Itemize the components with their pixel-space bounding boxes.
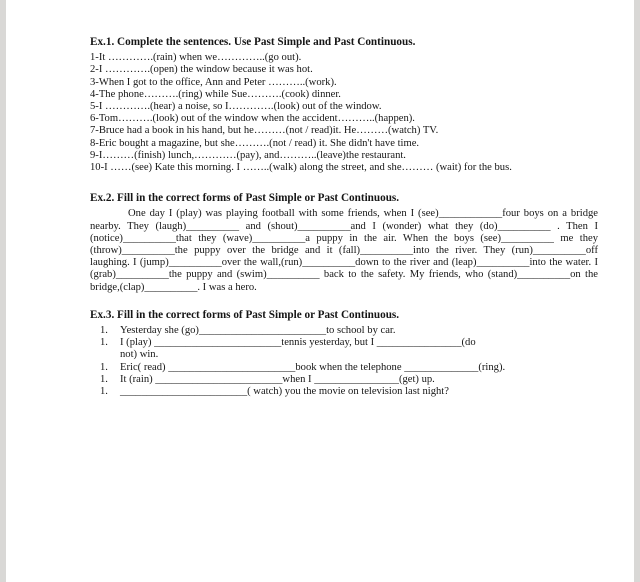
- ex1-sentence: 8-Eric bought a magazine, but she……….(not / read) it. She didn't have time.: [90, 137, 420, 149]
- ex1-sentence: 3-When I got to the office, Ann and Peter ………..(work).: [90, 76, 337, 88]
- ex1-sentence: 6-Tom……….(look) out of the window when the accident………..(happen).: [90, 113, 415, 125]
- ex3-item-number: 1.: [100, 386, 108, 398]
- ex1-sentence: 4-The phone……….(ring) while Sue……….(cook) dinner.: [90, 88, 341, 100]
- ex3-item-text: It (rain) ________________________when I ________________(get) up.: [120, 373, 435, 385]
- ex3-item-text: Eric( read) ________________________book when the telephone ______________(ring).: [120, 361, 506, 373]
- ex1-sentence: 10-I ……(see) Kate this morning. I ……..(walk) along the street, and she……… (wait) for the bus.: [90, 162, 512, 174]
- ex2-paragraph: One day I (play) was playing football with some friends, when I (see)____________four boys on a bridge nearby. They (laugh)__________ and (shout)__________and I (wonder) what they (do)__________ . Then I (notice)__________that they (wave)__________a puppy in the air. When the boys (see)__________ me they (throw)__________the puppy over the bridge and it (fall)__________into the river. They (run)__________off laughing. I (jump)__________over the wall,(run)__________down to the river and (leap)__________into the water. I (grab)__________the puppy and (swim)__________ back to the safety. My friends, who (stand)__________on the bridge,(clap)__________. I was a hero.: [90, 208, 598, 293]
- ex1-title: Ex.1. Complete the sentences. Use Past Simple and Past Continuous.: [90, 36, 416, 48]
- ex1-sentence: 5-I ………….(hear) a noise, so I………….(look) out of the window.: [90, 101, 382, 113]
- ex2-title: Ex.2. Fill in the correct forms of Past Simple or Past Continuous.: [90, 192, 400, 205]
- ex1-sentences: [90, 52, 598, 174]
- ex3-item-number: 1.: [100, 361, 108, 373]
- ex3-item-number: 1.: [100, 373, 108, 385]
- ex3-list: [90, 325, 598, 398]
- ex3-item: [90, 374, 598, 386]
- ex3-item-number: 1.: [100, 337, 108, 349]
- ex1-sentence: 7-Bruce had a book in his hand, but he………(not / read)it. He………(watch) TV.: [90, 125, 439, 137]
- spacer: [90, 294, 598, 309]
- ex3-item: [90, 386, 598, 398]
- spacer: [90, 174, 598, 192]
- ex1-sentence: 2-I ………….(open) the window because it was hot.: [90, 64, 313, 76]
- worksheet-page: [6, 0, 634, 582]
- ex3-item: [90, 325, 598, 337]
- ex3-item-text: Yesterday she (go)________________________to school by car.: [120, 325, 396, 337]
- ex3-item: [90, 362, 598, 374]
- ex3-title: Ex.3. Fill in the correct forms of Past Simple or Past Continuous.: [90, 308, 400, 321]
- ex3-item-text: ________________________( watch) you the movie on television last night?: [120, 386, 449, 398]
- ex1-sentence: 9-I………(finish) lunch,…………(pay), and………..(leave)the restaurant.: [90, 149, 406, 161]
- ex3-item: [90, 337, 598, 349]
- ex3-item-continuation: not) win.: [120, 349, 159, 361]
- ex1-sentence: 1-It ………….(rain) when we…………..(go out).: [90, 52, 302, 64]
- ex3-item-number: 1.: [100, 325, 108, 337]
- worksheet: [90, 36, 598, 398]
- ex3-item-text: I (play) ________________________tennis yesterday, but I ________________(do: [120, 337, 476, 349]
